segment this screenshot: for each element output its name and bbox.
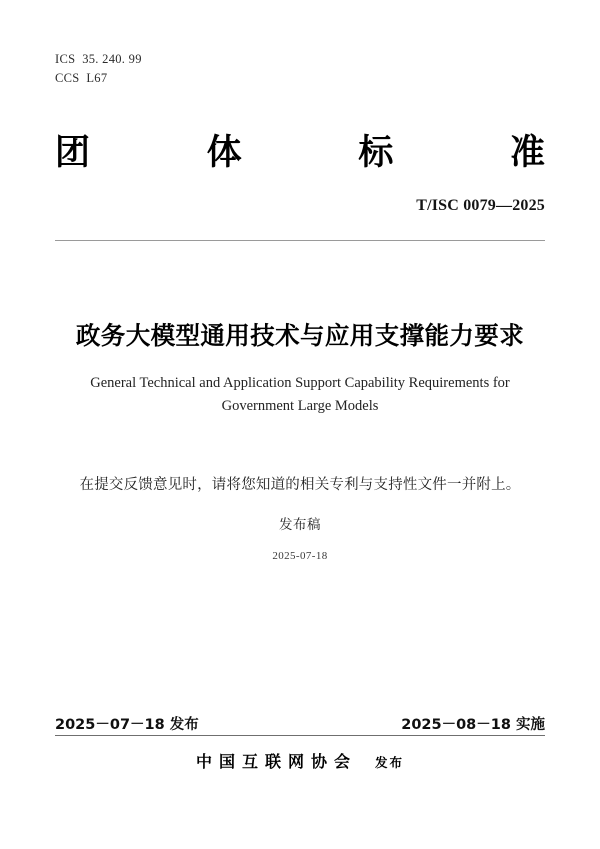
header-divider: [55, 240, 545, 241]
ccs-code: CCS L67: [55, 71, 108, 85]
draft-status: 发布稿: [279, 517, 321, 532]
publisher-action: 发布: [375, 755, 405, 770]
classification-codes: [55, 50, 142, 88]
issue-date: 2025－07－18 发布: [55, 717, 199, 733]
standard-type-banner: [55, 133, 545, 173]
publisher-line: [0, 749, 600, 772]
ics-code: ICS 35. 240. 99: [55, 52, 142, 66]
banner-char-2: 体: [206, 133, 242, 173]
implementation-date: 2025－08－18 实施: [401, 717, 545, 733]
banner-char-3: 标: [358, 133, 394, 173]
document-title-en-line2: Government Large Models: [221, 398, 379, 414]
document-title-cn: 政务大模型通用技术与应用支撑能力要求: [75, 321, 525, 350]
document-title-en-line1: General Technical and Application Support Capability Requirements for: [90, 375, 510, 391]
document-title-en: [90, 372, 510, 418]
draft-date: 2025-07-18: [272, 550, 328, 562]
banner-char-1: 团: [55, 133, 91, 173]
publisher-organization: 中国互联网协会: [195, 752, 357, 771]
footer-dates: [55, 713, 545, 734]
footer-divider: [55, 735, 545, 736]
patent-notice: 在提交反馈意见时，请将您知道的相关专利与支持性文件一并附上。: [79, 477, 521, 493]
standard-number: T/ISC 0079—2025: [416, 197, 545, 214]
banner-char-4: 准: [509, 133, 545, 173]
